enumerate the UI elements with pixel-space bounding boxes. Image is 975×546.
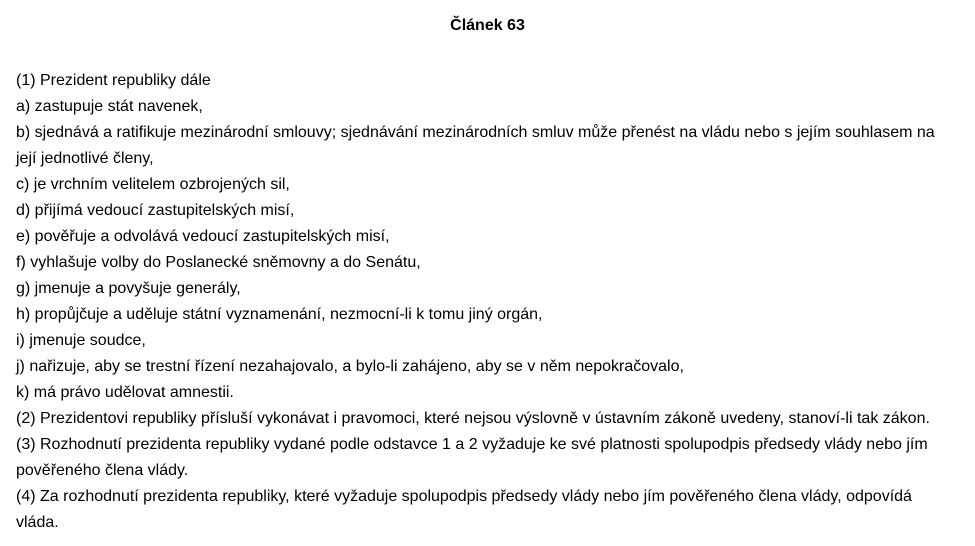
item-g: g) jmenuje a povyšuje generály, — [16, 280, 241, 297]
item-d: d) přijímá vedoucí zastupitelských misí, — [16, 202, 295, 219]
paragraph-4: (4) Za rozhodnutí prezidenta republiky, které vyžaduje spolupodpis předsedy vlády nebo jím pověřeného člena vlády, odpovídá vláda. — [16, 488, 912, 531]
article-body — [16, 68, 959, 536]
item-f: f) vyhlašuje volby do Poslanecké sněmovny a do Senátu, — [16, 254, 421, 271]
paragraph-2: (2) Prezidentovi republiky přísluší vykonávat i pravomoci, které nejsou výslovně v ústavním zákoně uvedeny, stanoví-li tak zákon. — [16, 410, 930, 427]
paragraph-1: (1) Prezident republiky dále — [16, 72, 211, 89]
article-title: Článek 63 — [450, 17, 525, 34]
item-e: e) pověřuje a odvolává vedoucí zastupitelských misí, — [16, 228, 390, 245]
item-a: a) zastupuje stát navenek, — [16, 98, 203, 115]
item-k: k) má právo udělovat amnestii. — [16, 384, 234, 401]
item-b: b) sjednává a ratifikuje mezinárodní smlouvy; sjednávání mezinárodních smluv může přenést na vládu nebo s jejím souhlasem na její jednotlivé členy, — [16, 124, 935, 167]
item-c: c) je vrchním velitelem ozbrojených sil, — [16, 176, 290, 193]
item-h: h) propůjčuje a uděluje státní vyznamenání, nezmocní-li k tomu jiný orgán, — [16, 306, 543, 323]
item-j: j) nařizuje, aby se trestní řízení nezahajovalo, a bylo-li zahájeno, aby se v něm nepokračovalo, — [16, 358, 684, 375]
paragraph-3: (3) Rozhodnutí prezidenta republiky vydané podle odstavce 1 a 2 vyžaduje ke své platnosti spolupodpis předsedy vlády nebo jím pověřeného člena vlády. — [16, 436, 928, 479]
item-i: i) jmenuje soudce, — [16, 332, 146, 349]
